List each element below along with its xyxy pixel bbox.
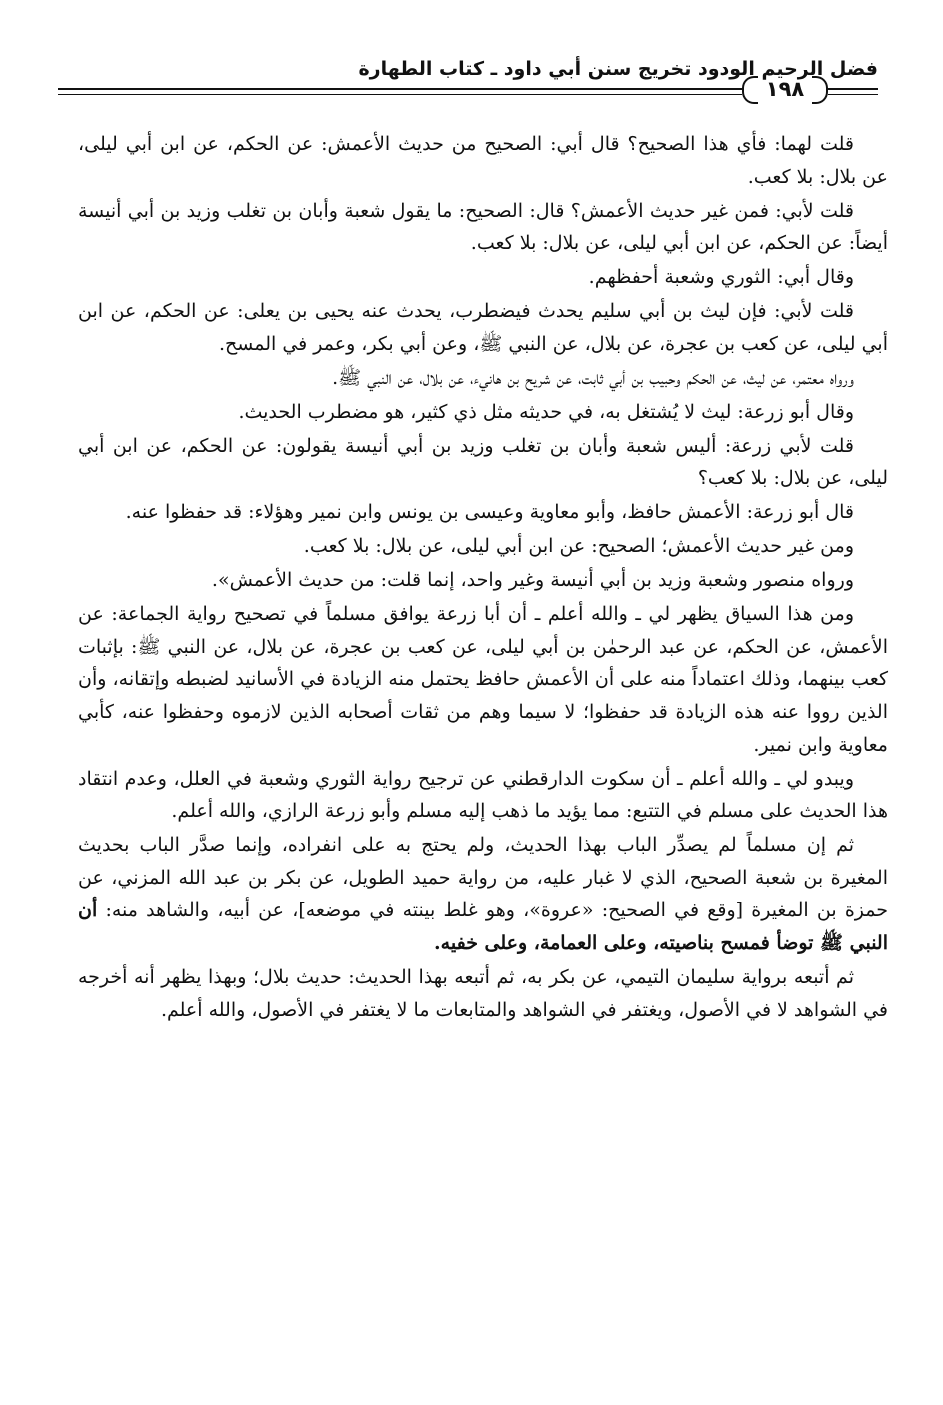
- paragraph: ورواه منصور وشعبة وزيد بن أبي أنيسة وغير واحد، إنما قلت: من حديث الأعمش».: [211, 569, 854, 592]
- hadith-quote: أن النبي ﷺ توضأ فمسح بناصيته، وعلى العمامة، وعلى خفيه.: [78, 899, 888, 954]
- paragraph: وقال أبي: الثوري وشعبة أحفظهم.: [588, 266, 854, 289]
- paragraph: ثم أتبعه برواية سليمان التيمي، عن بكر به، ثم أتبعه بهذا الحديث: حديث بلال؛ وبهذا يظهر أنه أخرجه في الشواهد لا في الأصول، ويغتفر في الشواهد والمتابعات ما لا يغتفر في الأصول، والله أعلم.: [78, 965, 888, 1021]
- paragraph: [78, 829, 888, 959]
- page-number-text: ١٩٨: [765, 77, 805, 101]
- body-text: [78, 128, 888, 1028]
- page-header: [58, 50, 878, 112]
- paragraph-plain: ثم إن مسلماً لم يصدِّر الباب بهذا الحديث، ولم يحتج به على انفراده، وإنما صدَّر الباب بحديث المغيرة بن شعبة الصحيح، الذي لا غبار عليه، من رواية حميد الطويل، عن بكر بن عبد الله المزني، عن حمزة بن المغيرة [وقع في الصحيح: «عروة»، وهو غلط بينته في موضعه]، عن أبيه، والشاهد منه:: [78, 834, 888, 922]
- header-rule-right: [828, 88, 878, 95]
- paragraph: ويبدو لي ـ والله أعلم ـ أن سكوت الدارقطني عن ترجيح رواية الثوري وشعبة في العلل، وعدم انتقاد هذا الحديث على مسلم في التتبع: مما يؤيد ما ذهب إليه مسلم وأبو زرعة الرازي، والله أعلم.: [78, 767, 888, 823]
- paragraph: ورواه معتمر، عن ليث، عن الحكم وحبيب بن أبي ثابت، عن شريح بن هانيء، عن بلال، عن النبي ﷺ.: [332, 366, 854, 389]
- paragraph: قلت لأبي: فمن غير حديث الأعمش؟ قال: الصحيح: ما يقول شعبة وأبان بن تغلب وزيد بن أبي أنيسة أيضاً: عن الحكم، عن ابن أبي ليلى، عن بلال: بلا كعب.: [78, 199, 888, 255]
- page-number-bracket-right: [812, 76, 828, 104]
- page-number: [742, 74, 828, 104]
- paragraph: ومن هذا السياق يظهر لي ـ والله أعلم ـ أن أبا زرعة يوافق مسلماً في تصحيح رواية الجماعة: عن الأعمش، عن الحكم، عن عبد الرحمٰن بن أبي ليلى، عن كعب بن عجرة، عن بلال، عن النبي ﷺ: بإثبات كعب بينهما، وذلك اعتماداً منه على أن الأعمش حافظ يحتمل منه الزيادة في الأسانيد لضبطه وإتقانه، وأن الذين رووا عنه هذه الزيادة قد حفظوا؛ لا سيما وهم من ثقات أصحابه الذين لازموه وحفظوا عنه، كأبي معاوية وابن نمير.: [78, 603, 888, 756]
- paragraph: قلت لأبي: فإن ليث بن أبي سليم يحدث فيضطرب، يحدث عنه يحيى بن يعلى: عن الحكم، عن ابن أبي ليلى، عن كعب بن عجرة، عن بلال، عن النبي ﷺ، وعن أبي بكر، وعمر في المسح.: [78, 300, 888, 355]
- running-title: فضل الرحيم الودود تخريج سنن أبي داود ـ كتاب الطهارة: [358, 58, 878, 80]
- paragraph: ومن غير حديث الأعمش؛ الصحيح: عن ابن أبي ليلى، عن بلال: بلا كعب.: [303, 535, 854, 558]
- paragraph: وقال أبو زرعة: ليث لا يُشتغل به، في حديثه مثل ذي كثير، هو مضطرب الحديث.: [238, 400, 854, 423]
- paragraph: قلت لهما: فأي هذا الصحيح؟ قال أبي: الصحيح من حديث الأعمش: عن الحكم، عن ابن أبي ليلى، عن بلال: بلا كعب.: [78, 133, 888, 188]
- paragraph: قال أبو زرعة: الأعمش حافظ، وأبو معاوية وعيسى بن يونس وابن نمير وهؤلاء: قد حفظوا عنه.: [125, 501, 854, 524]
- paragraph: قلت لأبي زرعة: أليس شعبة وأبان بن تغلب وزيد بن أبي أنيسة يقولون: عن الحكم، عن ابن أبي ليلى، عن بلال: بلا كعب؟: [78, 434, 888, 490]
- header-rule-left: [58, 88, 742, 95]
- page-number-bracket-left: [742, 76, 758, 104]
